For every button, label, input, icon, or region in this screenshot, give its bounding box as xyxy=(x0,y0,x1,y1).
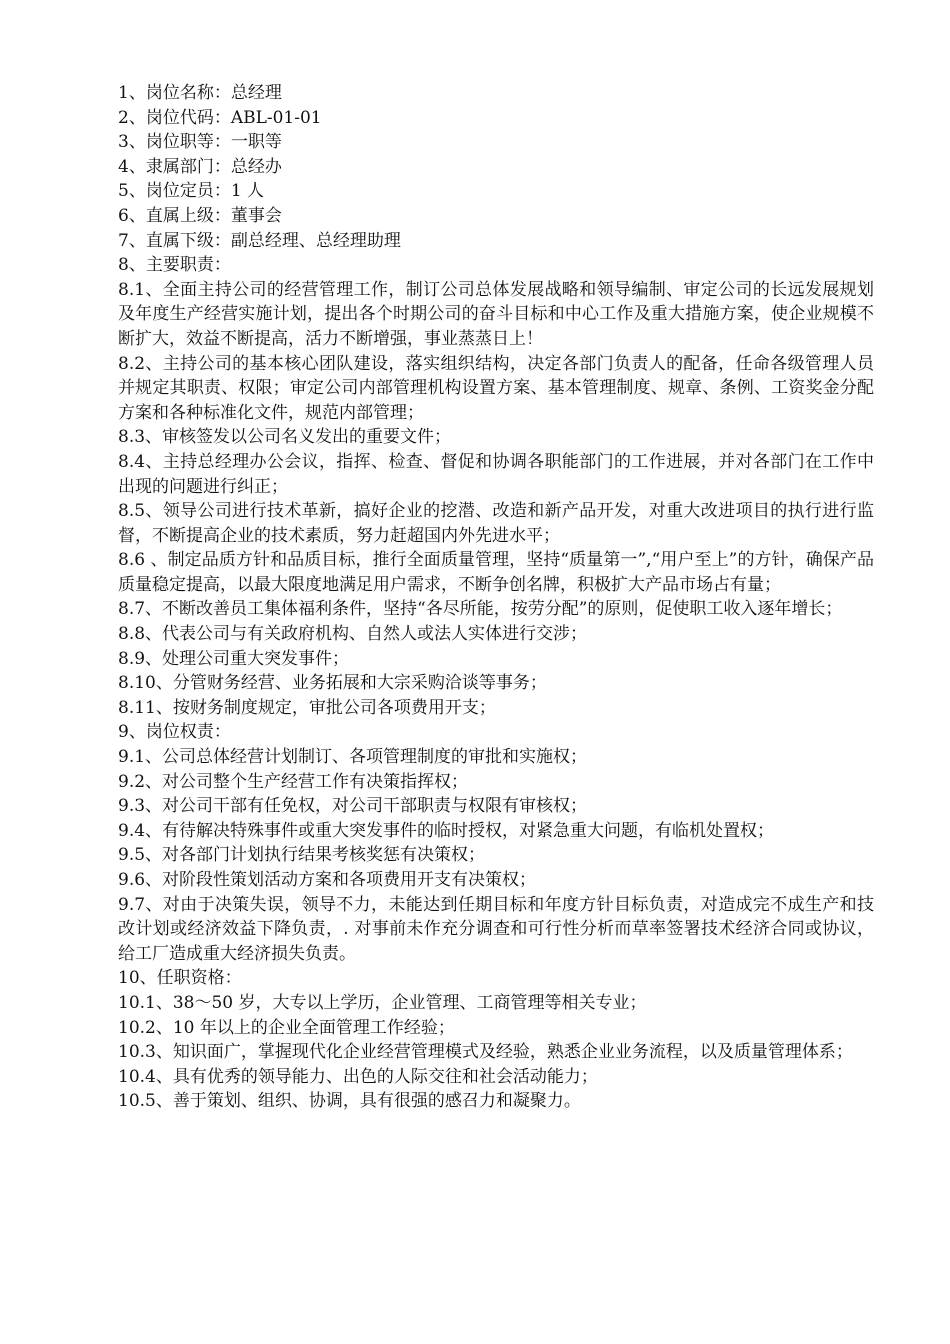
duty-item: 8.10、分管财务经营、业务拓展和大宗采购洽谈等事务； xyxy=(118,673,547,694)
authority-item: 9.1、公司总体经营计划制订、各项管理制度的审批和实施权； xyxy=(118,747,588,768)
authority-item: 9.4、有待解决特殊事件或重大突发事件的临时授权，对紧急重大问题，有临机处置权； xyxy=(118,820,775,841)
duty-item: 8.5、领导公司进行技术革新，搞好企业的挖潜、改造和新产品开发，对重大改进项目的执行进行监督，不断提高企业的技术素质，努力赶超国内外先进水平； xyxy=(118,501,874,546)
duty-item: 8.9、处理公司重大突发事件； xyxy=(118,648,350,669)
duty-item: 8.7、不断改善员工集体福利条件，坚持“各尽所能，按劳分配”的原则，促使职工收入逐年增长； xyxy=(118,599,843,620)
authority-item: 9.5、对各部门计划执行结果考核奖惩有决策权； xyxy=(118,845,486,866)
duty-item: 8.3、审核签发以公司名义发出的重要文件； xyxy=(118,427,452,448)
field-job-grade: 3、岗位职等：一职等 xyxy=(118,132,282,153)
qualification-item: 10.5、善于策划、组织、协调，具有很强的感召力和凝聚力。 xyxy=(118,1091,581,1112)
authority-item: 9.3、对公司干部有任免权，对公司干部职责与权限有审核权； xyxy=(118,796,588,817)
section-heading-qualifications: 10、任职资格： xyxy=(118,968,242,989)
authority-item: 9.6、对阶段性策划活动方案和各项费用开支有决策权； xyxy=(118,870,537,890)
section-heading-duties: 8、主要职责： xyxy=(118,255,231,276)
field-direct-superior: 6、直属上级：董事会 xyxy=(118,205,282,226)
section-heading-authority: 9、岗位权责： xyxy=(118,722,231,743)
field-job-title: 1、岗位名称：总经理 xyxy=(118,83,282,103)
duty-item: 8.1、全面主持公司的经营管理工作，制订公司总体发展战略和领导编制、审定公司的长远发展规划及年度生产经营实施计划，提出各个时期公司的奋斗目标和中心工作及重大措施方案，使企业规模不断扩大，效益不断提高，活力不断增强，事业蒸蒸日上！ xyxy=(118,279,874,349)
duty-item: 8.8、代表公司与有关政府机构、自然人或法人实体进行交涉； xyxy=(118,624,588,645)
qualification-item: 10.1、38～50 岁，大专以上学历，企业管理、工商管理等相关专业； xyxy=(118,992,647,1013)
duty-item: 8.2、主持公司的基本核心团队建设，落实组织结构，决定各部门负责人的配备，任命各级管理人员并规定其职责、权限；审定公司内部管理机构设置方案、基本管理制度、规章、条例、工资奖金分配方案和各种标准化文件，规范内部管理； xyxy=(118,353,874,423)
qualification-item: 10.3、知识面广，掌握现代化企业经营管理模式及经验，熟悉企业业务流程，以及质量管理体系； xyxy=(118,1042,853,1063)
qualification-item: 10.4、具有优秀的领导能力、出色的人际交往和社会活动能力； xyxy=(118,1066,598,1087)
duty-item: 8.4、主持总经理办公会议，指挥、检查、督促和协调各职能部门的工作进展，并对各部门在工作中出现的问题进行纠正； xyxy=(118,451,874,497)
field-direct-subordinates: 7、直属下级：副总经理、总经理助理 xyxy=(118,230,401,251)
document-body xyxy=(118,81,874,1114)
authority-item: 9.7、对由于决策失误，领导不力，未能达到任期目标和年度方针目标负责，对造成完不成生产和技改计划或经济效益下降负责，. 对事前未作充分调查和可行性分析而草率签署技术经济合同或协议，给工厂造成重大经济损失负责。 xyxy=(118,894,874,964)
duty-item: 8.11、按财务制度规定，审批公司各项费用开支； xyxy=(118,697,496,718)
field-department: 4、隶属部门：总经办 xyxy=(118,156,282,177)
duty-item: 8.6 、制定品质方针和品质目标，推行全面质量管理，坚持“质量第一”,“用户至上”的方针，确保产品质量稳定提高，以最大限度地满足用户需求，不断争创名牌，积极扩大产品市场占有量； xyxy=(118,550,874,595)
field-headcount: 5、岗位定员：1 人 xyxy=(118,181,265,202)
qualification-item: 10.2、10 年以上的企业全面管理工作经验； xyxy=(118,1017,455,1038)
field-job-code: 2、岗位代码：ABL-01-01 xyxy=(118,107,322,128)
authority-item: 9.2、对公司整个生产经营工作有决策指挥权； xyxy=(118,771,469,792)
